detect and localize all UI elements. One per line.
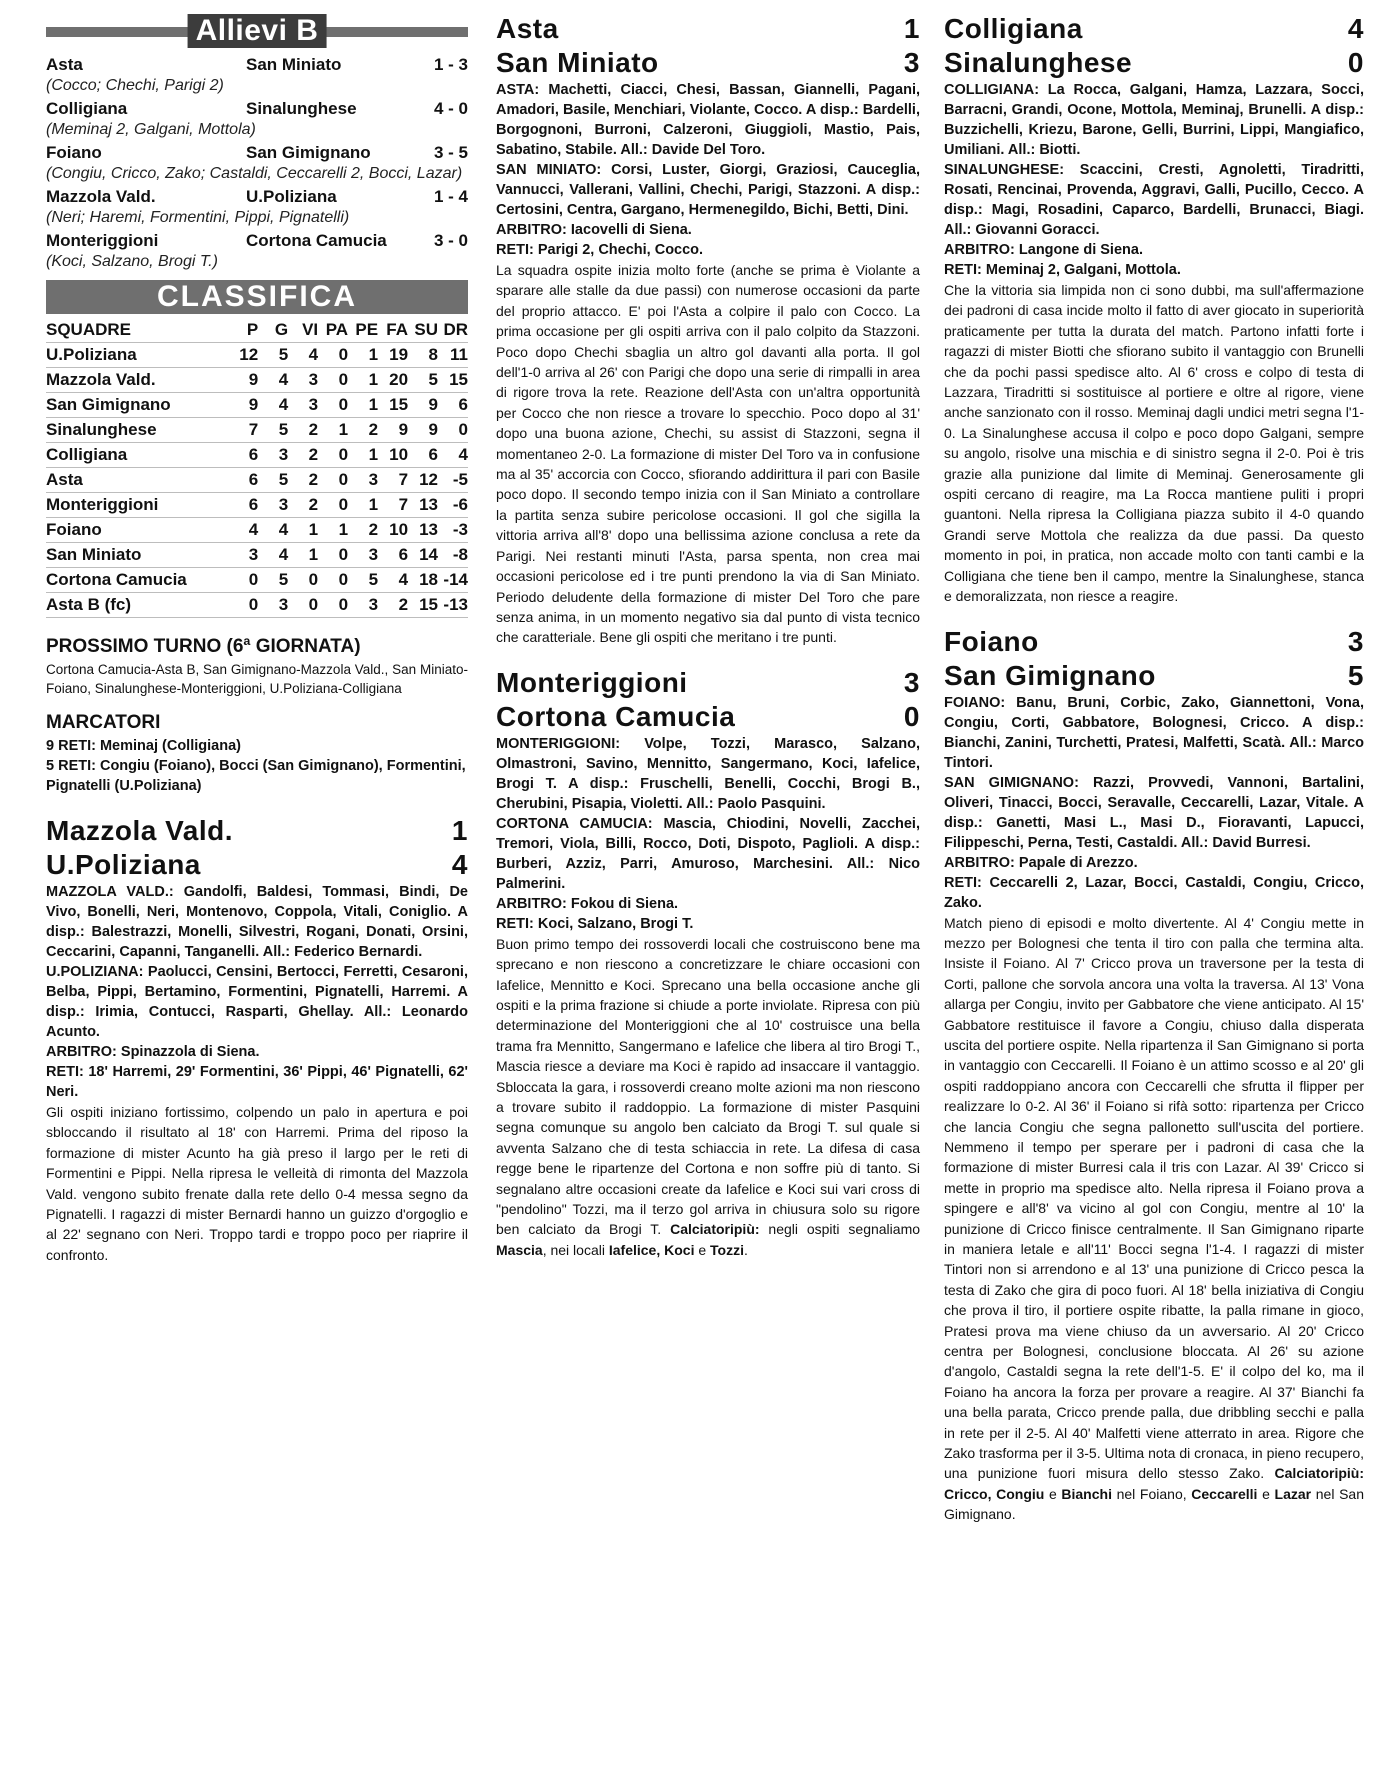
result-scorers: (Meminaj 2, Galgani, Mottola) [46,121,256,138]
team-name: San Gimignano [46,395,171,414]
result-away: San Miniato [246,55,342,74]
match-report [944,625,1364,1525]
result-scorers: (Neri; Haremi, Formentini, Pippi, Pignatelli) [46,209,350,226]
result-score: 4 - 0 [433,99,468,118]
stat-value: 15 [389,395,409,414]
stat-value: 0 [338,570,349,589]
stat-value: 6 [248,445,259,464]
stat-value: 13 [419,520,438,539]
stat-value: 4 [458,445,468,464]
report-body: Buon primo tempo dei rossoverdi locali che costruiscono bene ma sprecano e non riescono a concretizzare le chiare occasioni con Iafelice, Mennitto e Koci. Sprecano una bella occasione anche gli ospiti e la prima frazione si chiude a porte inviolate. Ripresa con più determinazione del Monteriggioni che al 10' costruisce una bella trama fra Mennitto, Sangermano e Iafelice che libera al tiro Brogi T., Mascia riesce a deviare ma Koci è rapido ad insaccare il vantaggio. Sbloccata la gara, i rossoverdi creano molte azioni ma non riescono a trovare subito il raddoppio. La formazione di mister Pasquini segna comunque su angolo ben calciato da Brogi T. sul quale si avventa Salzano che di testa schiaccia in rete. La difesa di casa regge bene le ripartenze del Cortona e non soffre più di tanto. Si segnalano altre occasioni create da Iafelice e Koci sui vari cross di "pendolino" Tozzi, ma il terzo gol arriva in chiusura solo su rigore ben calciato da Brogi T. [496,935,920,1238]
home-lineup: FOIANO: Banu, Bruni, Corbic, Zako, Giannettoni, Vona, Congiu, Corti, Gabbatore, Bolognesi, Cricco. A disp.: Bianchi, Zanini, Turchetti, Pratesi, Malfetti, Scatà. All.: Marco Tintori. [944,694,1364,771]
best-player: Iafelice, Koci [608,1241,695,1258]
match-home-score: 1 [903,13,920,44]
result-scorers: (Koci, Salzano, Brogi T.) [46,253,218,270]
standings-row [46,568,468,593]
stat-value: 9 [428,395,438,414]
result-score: 3 - 5 [433,143,468,162]
stat-value: 0 [338,470,349,489]
standings-row [46,468,468,493]
scorers-line: 9 RETI: Meminaj (Colligiana) [46,738,241,754]
best-players-text: negli ospiti segnaliamo [759,1221,921,1238]
result-home: Mazzola Vald. [46,187,156,206]
team-name: Sinalunghese [46,420,157,439]
team-name: San Miniato [46,545,142,564]
column-match-reports-2 [944,12,1364,1525]
referee: ARBITRO: Langone di Siena. [944,242,1143,258]
stat-value: 9 [248,395,259,414]
stat-value: 18 [419,570,438,589]
stat-value: -6 [452,495,468,514]
match-away-score: 5 [1347,659,1364,691]
result-away: San Gimignano [246,143,371,162]
best-players-text: , nei locali [542,1241,609,1258]
away-lineup: SINALUNGHESE: Scaccini, Cresti, Agnoletti, Tiradritti, Rosati, Rencinai, Provenda, Aggravi, Galli, Pucillo, Cecco. A disp.: Magi, Rosadini, Caparco, Bardelli, Brunacci, Biagi. All.: Giovanni Goracci. [944,162,1364,238]
stat-value: 2 [308,445,319,464]
stat-value: 9 [398,420,409,439]
stat-value: -8 [452,545,468,564]
stat-value: 0 [308,595,319,614]
match-away-score: 0 [1347,47,1364,78]
stat-value: 1 [368,395,379,414]
stat-value: 3 [308,395,319,414]
stat-value: 12 [419,470,438,489]
stat-value: 4 [398,570,409,589]
match-home-team: Mazzola Vald. [46,815,233,846]
stat-value: 1 [308,520,319,539]
stat-value: 2 [308,470,319,489]
standings-row [46,443,468,468]
best-player: Cricco, Congiu [944,1485,1045,1502]
stat-value: 14 [419,545,438,564]
best-player: Bianchi [1061,1485,1112,1502]
stat-value: -14 [443,570,468,589]
stat-value: 10 [389,445,409,464]
result-item [46,142,468,184]
best-player: Lazar [1274,1485,1312,1502]
result-away: Cortona Camucia [246,231,387,250]
match-report [46,814,468,1265]
stat-value: 0 [338,495,349,514]
stat-value: -5 [452,470,468,489]
column-results-standings [46,12,468,1265]
standings-row [46,418,468,443]
team-name: U.Poliziana [46,345,137,364]
stat-value: 1 [368,495,379,514]
results-list [46,54,468,272]
stat-value: 0 [338,370,349,389]
standings-row [46,543,468,568]
result-home: Monteriggioni [46,231,159,250]
standings-row [46,368,468,393]
stat-value: 0 [248,595,259,614]
referee: ARBITRO: Spinazzola di Siena. [46,1044,260,1060]
result-scorers: (Cocco; Chechi, Parigi 2) [46,77,224,94]
team-name: Mazzola Vald. [46,370,156,389]
stat-value: 4 [278,395,289,414]
result-item [46,186,468,228]
team-name: Asta B (fc) [46,595,132,614]
result-away: Sinalunghese [246,99,357,118]
referee: ARBITRO: Iacovelli di Siena. [496,222,692,238]
stat-value: 6 [458,395,468,414]
match-home-score: 3 [903,666,920,698]
referee: ARBITRO: Papale di Arezzo. [944,854,1138,871]
result-score: 1 - 4 [433,187,468,206]
stat-value: 3 [368,470,379,489]
result-home: Colligiana [46,99,128,118]
section-header-allievi-b [46,14,468,48]
match-away-score: 3 [903,47,920,78]
stat-value: -13 [443,595,468,614]
stat-value: 15 [449,370,468,389]
stat-value: 5 [278,420,289,439]
team-name: Colligiana [46,445,128,464]
standings-row [46,593,468,618]
stat-value: 1 [338,520,349,539]
stat-value: 0 [338,445,349,464]
stat-value: 1 [308,545,319,564]
result-score: 3 - 0 [433,231,468,250]
goals: RETI: Koci, Salzano, Brogi T. [496,915,694,932]
col-header: PE [355,320,379,339]
col-header: G [274,320,289,339]
team-name: Monteriggioni [46,495,159,514]
best-players-text: e [694,1241,711,1258]
scorers-title: MARCATORI [46,712,161,733]
best-player: Ceccarelli [1191,1485,1258,1502]
home-lineup: MONTERIGGIONI: Volpe, Tozzi, Marasco, Salzano, Olmastroni, Savino, Mennitto, Sangermano, Koci, Iafelice, Brogi T. A disp.: Fruschelli, Benelli, Cocchi, Brogi B., Cherubini, Pisapia, Violetti. All.: Paolo Pasquini. [496,735,920,812]
best-players-text: nel San Gimignano. [944,1485,1364,1523]
standings-row [46,343,468,368]
stat-value: 5 [368,570,379,589]
home-lineup: COLLIGIANA: La Rocca, Galgani, Hamza, Lazzara, Socci, Barracni, Grandi, Ocone, Mottola, Meminaj, Brunelli. A disp.: Buzzichelli, Kriezu, Barone, Gelli, Burrini, Lippi, Mangiafico, Umiliani. All.: Biotti. [944,82,1364,158]
match-text [496,934,920,1261]
best-players-text: nel Foiano, [1111,1485,1192,1502]
standings-table [46,318,468,618]
away-lineup: U.POLIZIANA: Paolucci, Censini, Bertocci, Ferretti, Cesaroni, Belba, Pippi, Bertamino, Formentini, Pignatelli, Harremi. A disp.: Irimia, Contucci, Rasparti, Ghellay. All.: Leonardo Acunto. [46,964,468,1040]
stat-value: 0 [338,545,349,564]
referee: ARBITRO: Fokou di Siena. [496,895,679,912]
team-name: Asta [46,470,83,489]
match-home-score: 4 [1347,13,1364,44]
stat-value: 6 [398,545,409,564]
match-text [944,913,1364,1525]
result-home: Asta [46,55,83,74]
stat-value: -3 [452,520,468,539]
col-header: P [246,320,259,339]
stat-value: 7 [398,495,409,514]
stat-value: 4 [278,520,289,539]
team-name: Cortona Camucia [46,570,187,589]
goals: RETI: 18' Harremi, 29' Formentini, 36' Pippi, 46' Pignatelli, 62' Neri. [46,1064,468,1100]
stat-value: 10 [389,520,409,539]
match-home-team: Colligiana [944,13,1083,44]
col-header: SU [414,320,438,339]
stat-value: 6 [248,470,259,489]
scorers-line: 5 RETI: Congiu (Foiano), Bocci (San Gimignano), Formentini, Pignatelli (U.Poliziana) [46,758,466,794]
away-lineup: SAN MINIATO: Corsi, Luster, Giorgi, Graziosi, Cauceglia, Vannucci, Vallerani, Vallini, Chechi, Parigi, Stazzoni. A disp.: Certosini, Centra, Gargano, Hermenegildo, Bichi, Betti, Dini. [496,162,920,218]
stat-value: 0 [248,570,259,589]
stat-value: 5 [428,370,438,389]
stat-value: 1 [368,370,379,389]
standings-row [46,518,468,543]
match-home-score: 3 [1347,625,1364,657]
match-text: Gli ospiti iniziano fortissimo, colpendo un palo in apertura e poi sbloccando il risultato al 18' con Harremi. Prima del riposo la formazione di mister Acunto ha già preso il largo per le reti di Formentini e Pippi. Nella ripresa le velleità di rimonta del Mazzola Vald. vengono subito frenate dalla rete dello 0-4 messa segno da Pignatelli. I ragazzi di mister Bernardi hanno un guizzo d'orgoglio e al 22' segnano con Neri. Troppo tardi e troppo poco per riaprire il confronto. [46,1104,468,1263]
goals: RETI: Parigi 2, Chechi, Cocco. [496,242,704,258]
stat-value: 2 [368,520,379,539]
best-players-text: e [1257,1485,1275,1502]
match-home-team: Foiano [944,625,1039,657]
stat-value: 9 [248,370,259,389]
stat-value: 7 [398,470,409,489]
stat-value: 1 [368,445,379,464]
stat-value: 6 [248,495,259,514]
report-body: Match pieno di episodi e molto divertente. Al 4' Congiu mette in mezzo per Bolognesi che tenta il tiro con palla che termina alta. Insiste il Foiano. Al 7' Cricco prova un traversone per la testa di Corti, pallone che sorvola ancora una volta la traversa. Al 13' Vona allarga per Congiu, invito per Gabbatore che viene anticipato. Al 15' Gabbatore restituisce il favore a Congiu, chiuso dalla disperata uscita del portiere ospite. Nella ripartenza il San Gimignano si porta in vantaggio con Ceccarelli. Il Foiano è un attimo scosso e al 20' gli ospiti raddoppiano ancora con Ceccarelli che sfrutta il flipper per realizzare lo 0-2. Al 36' il Foiano si rifà sotto: ripartenza per Cricco che lancia Congiu che segna pallonetto sull'uscita del portiere. Nemmeno il tempo per sperare per i padroni di casa che la formazione di mister Burresi cala il tris con Lazar. Al 39' Cricco si mette in proprio ma spedisce alto. Nella ripresa il Foiano prova a spingere e all'8' va vicino al gol con Congiu, mentre al 10' la punizione di Cricco finisce centralmente. Il San Gimignano riparte in maniera letale e all'11' Bocci segna l'1-4. I ragazzi di mister Tintori non si arrendono e al 13' una punizione di Cricco pesca la testa di Zako che gira di poco fuori. Al 18' bella iniziativa di Congiu che prova il tiro, il portiere ospite ribatte, la palla rimane in gioco, Pratesi prova ma viene chiuso da un avversario. Al 20' Cricco centra per Bolognesi, conclusione bloccata. Al 26' su azione d'angolo, Castaldi segna la rete dell'1-5. E' il colpo del ko, ma il Foiano ha ancora la forza per provare a reagire. Al 37' Bianchi fa una bella parata, Cricco prende palla, due dribbling secchi e palla in rete per il 2-5. Al 40' Malfetti viene atterrato in area. Rigore che Zako trasforma per il 3-5. Ultima nota di cronaca, in pieno recupero, una punizione fuori misura dello stesso Zako. [944,914,1364,1482]
result-item [46,98,468,140]
stat-value: 15 [419,595,438,614]
match-away-team: San Miniato [496,47,659,78]
stat-value: 13 [419,495,438,514]
stat-value: 5 [278,570,289,589]
col-header: FA [386,320,409,339]
result-item [46,230,468,272]
next-round-fixtures: Cortona Camucia-Asta B, San Gimignano-Mazzola Vald., San Miniato-Foiano, Sinalunghese-Monteriggioni, U.Poliziana-Colligiana [46,662,468,696]
standings-header-row [46,318,468,343]
stat-value: 19 [389,345,409,364]
match-text: Che la vittoria sia limpida non ci sono dubbi, ma sull'affermazione dei padroni di casa incide molto il fatto di aver giocato in superiorità praticamente per tutta la durata del match. Partono infatti forte i ragazzi di mister Biotti che sfiorano subito il vantaggio con Brunelli che da pochi passi spedisce alto. Al 6' cross e colpo di testa di Lazzara, Tiradritti si sostituisce al portiere e oltre al rigore, viene anche sanzionato con il rosso. Meminaj dagli undici metri segna l'1-0. La Sinalunghese accusa il colpo e poco dopo Galgani, sempre su angolo, risolve una mischia e di sinistro segna il 2-0. Poi è tris grazie alla punizione dal limite di Meminaj. Generosamente gli ospiti cercano di reagire, ma La Rocca mantiene puliti i propri guantoni. Nella ripresa la Colligiana piazza subito il 4-0 quando Grandi serve Mottola che realizza da due passi. Da questo momento in poi, in pratica, non accade molto con tanti cambi e la Colligiana che tiene ben il campo, mentre la Sinalunghese, stanca e demoralizzata, non riesce a reagire. [944,282,1364,605]
home-lineup: ASTA: Machetti, Ciacci, Chesi, Bassan, Giannelli, Pagani, Amadori, Basile, Menchiari, Violante, Cocco. A disp.: Bardelli, Borgognoni, Burroni, Calzeroni, Giuggioli, Mastio, Pais, Sabatino, Stabile. All.: Davide Del Toro. [496,82,920,158]
stat-value: 3 [368,595,379,614]
col-header: DR [443,320,468,339]
team-name: Foiano [46,520,102,539]
stat-value: 12 [239,345,259,364]
result-score: 1 - 3 [433,55,468,74]
stat-value: 2 [308,495,319,514]
match-home-team: Monteriggioni [496,666,688,698]
stat-value: 0 [338,345,349,364]
col-header: VI [302,320,319,339]
match-away-team: San Gimignano [944,659,1156,691]
stat-value: 6 [428,445,438,464]
match-away-team: Cortona Camucia [496,700,736,732]
stat-value: 1 [368,345,379,364]
stat-value: 8 [428,345,438,364]
stat-value: 3 [278,445,289,464]
stat-value: 5 [278,470,289,489]
match-report [496,12,920,648]
stat-value: 7 [248,420,259,439]
match-away-score: 4 [451,849,468,880]
stat-value: 3 [278,595,289,614]
result-scorers: (Congiu, Cricco, Zako; Castaldi, Ceccarelli 2, Bocci, Lazar) [46,165,463,182]
best-players-text: e [1044,1485,1062,1502]
stat-value: 1 [338,420,349,439]
match-text: La squadra ospite inizia molto forte (anche se prima è Violante a sparare alle stalle da due passi) con numerose occasioni da parte del proprio attacco. E' poi l'Asta a colpire il palo con Cocco. La prima occasione per gli ospiti arriva con il palo colpito da Stazzoni. Poco dopo Chechi sbaglia un altro gol davanti alla porta. Il gol dell'1-0 arriva al 26' con Parigi che dopo una serie di rimpalli in area di rigore trova la rete. Reazione dell'Asta con un'altra opportunità per Cocco che non riesce a trovare lo specchio. Poco dopo al 31' dopo una buona azione, Chechi, su assist di Stazzoni, segna il momentaneo 2-0. La formazione di mister Del Toro va in confusione ma al 35' accorcia con Cocco, sfiorando addirittura il pari con Basile poco dopo. Il secondo tempo inizia con il San Miniato a controllare la partita senza subire pericolose occasioni. Il gol che sigilla la vittoria arriva all'8' dopo una bellissima azione conclusa a rete da Parigi. Nei restanti minuti l'Asta, parsa spenta, non crea mai occasioni pericolose ed i tre punti prendono la via di San Miniato. Periodo deludente della formazione di mister Del Toro che pare senza anima, in un momento negativo sia dal punto di vista tecnico che caratteriale. Bene gli ospiti che meritano i tre punti. [496,262,920,646]
stat-value: 2 [398,595,409,614]
match-away-score: 0 [903,700,920,732]
stat-value: 3 [248,545,259,564]
result-home: Foiano [46,143,102,162]
col-header: SQUADRE [46,320,132,339]
best-players-text: . [744,1241,748,1258]
best-player: Mascia [496,1241,543,1258]
match-away-team: Sinalunghese [944,47,1133,78]
away-lineup: SAN GIMIGNANO: Razzi, Provvedi, Vannoni, Bartalini, Oliveri, Tinacci, Bocci, Seravalle, Ceccarelli, Lazar, Vitale. A disp.: Ganetti, Masi L., Masi D., Fioravanti, Lapucci, Filippeschi, Perna, Testi, Castaldi. All.: David Burresi. [944,774,1364,851]
stat-value: 5 [278,345,289,364]
best-players-label: Calciatoripiù: [1274,1465,1364,1482]
away-lineup: CORTONA CAMUCIA: Mascia, Chiodini, Novelli, Zacchei, Tremori, Viola, Billi, Rocco, Doti, Dispoto, Paglioli. A disp.: Burberi, Azziz, Parri, Amuroso, Marchesini. All.: Nico Palmerini. [496,815,920,892]
stat-value: 0 [338,395,349,414]
stat-value: 4 [308,345,319,364]
result-item [46,54,468,96]
stat-value: 0 [308,570,319,589]
stat-value: 4 [278,545,289,564]
stat-value: 3 [308,370,319,389]
stat-value: 2 [308,420,319,439]
match-home-score: 1 [451,815,468,846]
stat-value: 9 [428,420,438,439]
stat-value: 0 [458,420,468,439]
section-title: Allievi B [188,14,327,48]
stat-value: 11 [450,345,468,364]
stat-value: 4 [248,520,259,539]
stat-value: 4 [278,370,289,389]
stat-value: 3 [368,545,379,564]
best-player: Tozzi [710,1241,744,1258]
stat-value: 20 [389,370,409,389]
stat-value: 0 [338,595,349,614]
standings-row [46,393,468,418]
match-home-team: Asta [496,13,559,44]
goals: RETI: Meminaj 2, Galgani, Mottola. [944,262,1181,278]
column-match-reports-1 [496,12,920,1260]
goals: RETI: Ceccarelli 2, Lazar, Bocci, Castaldi, Congiu, Cricco, Zako. [944,874,1364,911]
match-report [944,12,1364,607]
match-away-team: U.Poliziana [46,849,201,880]
home-lineup: MAZZOLA VALD.: Gandolfi, Baldesi, Tommasi, Bindi, De Vivo, Bonelli, Neri, Montenovo, Coppola, Vitali, Coniglio. A disp.: Balestrazzi, Monelli, Silvestri, Rogani, Donati, Orsini, Ceccarini, Capanni, Tanganelli. All.: Federico Bernardi. [46,884,468,960]
stat-value: 3 [278,495,289,514]
standings-title: CLASSIFICA [46,280,468,314]
stat-value: 2 [368,420,379,439]
standings-row [46,493,468,518]
next-round-title: PROSSIMO TURNO (6ª GIORNATA) [46,636,361,657]
best-players-label: Calciatoripiù: [670,1221,760,1238]
col-header: PA [325,320,349,339]
result-away: U.Poliziana [246,187,337,206]
match-report [496,666,920,1261]
